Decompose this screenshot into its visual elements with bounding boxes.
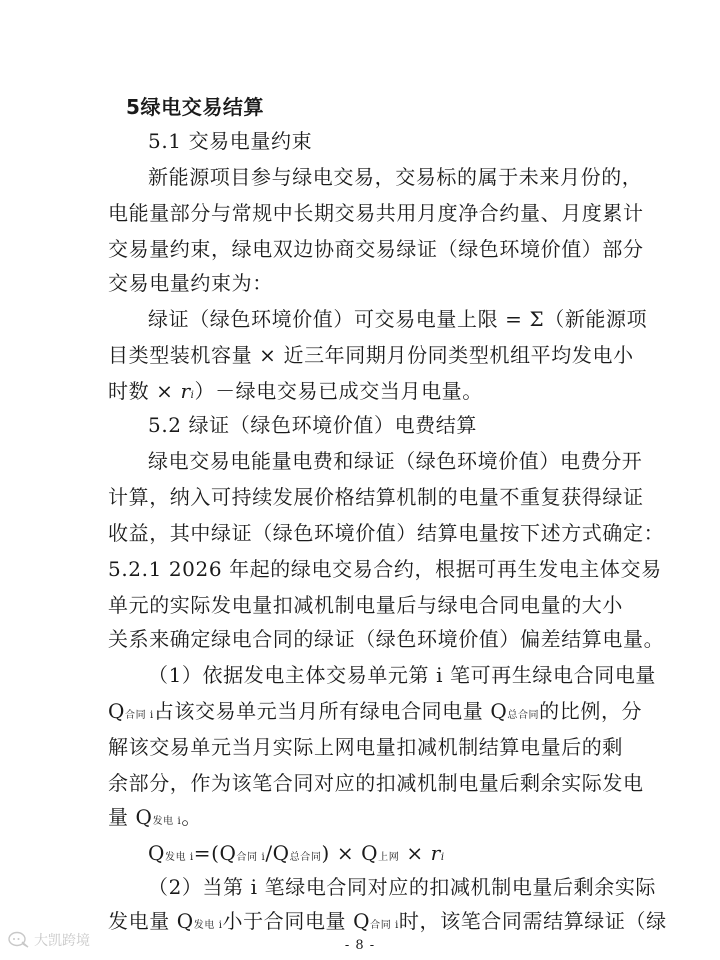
watermark-text: 大凯跨境	[34, 933, 90, 949]
paragraph-line: （2）当第 i 笔绿电合同对应的扣减机制电量后剩余实际	[148, 875, 657, 899]
paragraph-line: 余部分，作为该笔合同对应的扣减机制电量后剩余实际发电	[108, 771, 644, 795]
paragraph-line: 量 Q发电 i。	[108, 805, 202, 829]
chat-bubble-icon	[8, 931, 30, 949]
paragraph-line: 发电量 Q发电 i小于合同电量 Q合同 i时，该笔合同需结算绿证（绿	[108, 909, 667, 933]
paragraph-line: 解该交易单元当月实际上网电量扣减机制结算电量后的剩	[108, 735, 623, 759]
paragraph-line: 5.2.1 2026 年起的绿电交易合约，根据可再生发电主体交易	[108, 557, 662, 581]
paragraph-line: 绿证（绿色环境价值）可交易电量上限 = Σ（新能源项	[148, 307, 648, 331]
paragraph-line: 电能量部分与常规中长期交易共用月度净合约量、月度累计	[108, 201, 644, 225]
paragraph-line: 关系来确定绿电合同的绿证（绿色环境价值）偏差结算电量。	[108, 627, 665, 651]
paragraph-line: 计算，纳入可持续发展价格结算机制的电量不重复获得绿证	[108, 485, 644, 509]
formula-line: Q发电 i=(Q合同 i/Q总合同) × Q上网 × ri	[148, 841, 445, 865]
paragraph-line: 单元的实际发电量扣减机制电量后与绿电合同电量的大小	[108, 593, 623, 617]
paragraph-line: 交易量约束，绿电双边协商交易绿证（绿色环境价值）部分	[108, 237, 644, 261]
paragraph-line: 新能源项目参与绿电交易，交易标的属于未来月份的，	[148, 165, 643, 189]
paragraph-line: 收益，其中绿证（绿色环境价值）结算电量按下述方式确定：	[108, 521, 665, 545]
paragraph-line: 绿电交易电能量电费和绿证（绿色环境价值）电费分开	[148, 449, 643, 473]
subsection-title-5-1: 5.1 交易电量约束	[148, 129, 313, 153]
paragraph-line: （1）依据发电主体交易单元第 i 笔可再生绿电合同电量	[148, 663, 657, 687]
subsection-title-5-2: 5.2 绿证（绿色环境价值）电费结算	[148, 413, 477, 437]
paragraph-line: 交易电量约束为：	[108, 271, 273, 295]
page-number: - 8 -	[344, 938, 376, 953]
section-heading: 5绿电交易结算	[126, 95, 265, 119]
paragraph-line: 目类型装机容量 × 近三年同期月份同类型机组平均发电小	[108, 343, 634, 367]
paragraph-line: 时数 × ri）－绿电交易已成交当月电量。	[108, 379, 483, 403]
paragraph-line: Q合同 i占该交易单元当月所有绿电合同电量 Q总合同的比例，分	[108, 699, 643, 723]
watermark	[8, 930, 90, 950]
